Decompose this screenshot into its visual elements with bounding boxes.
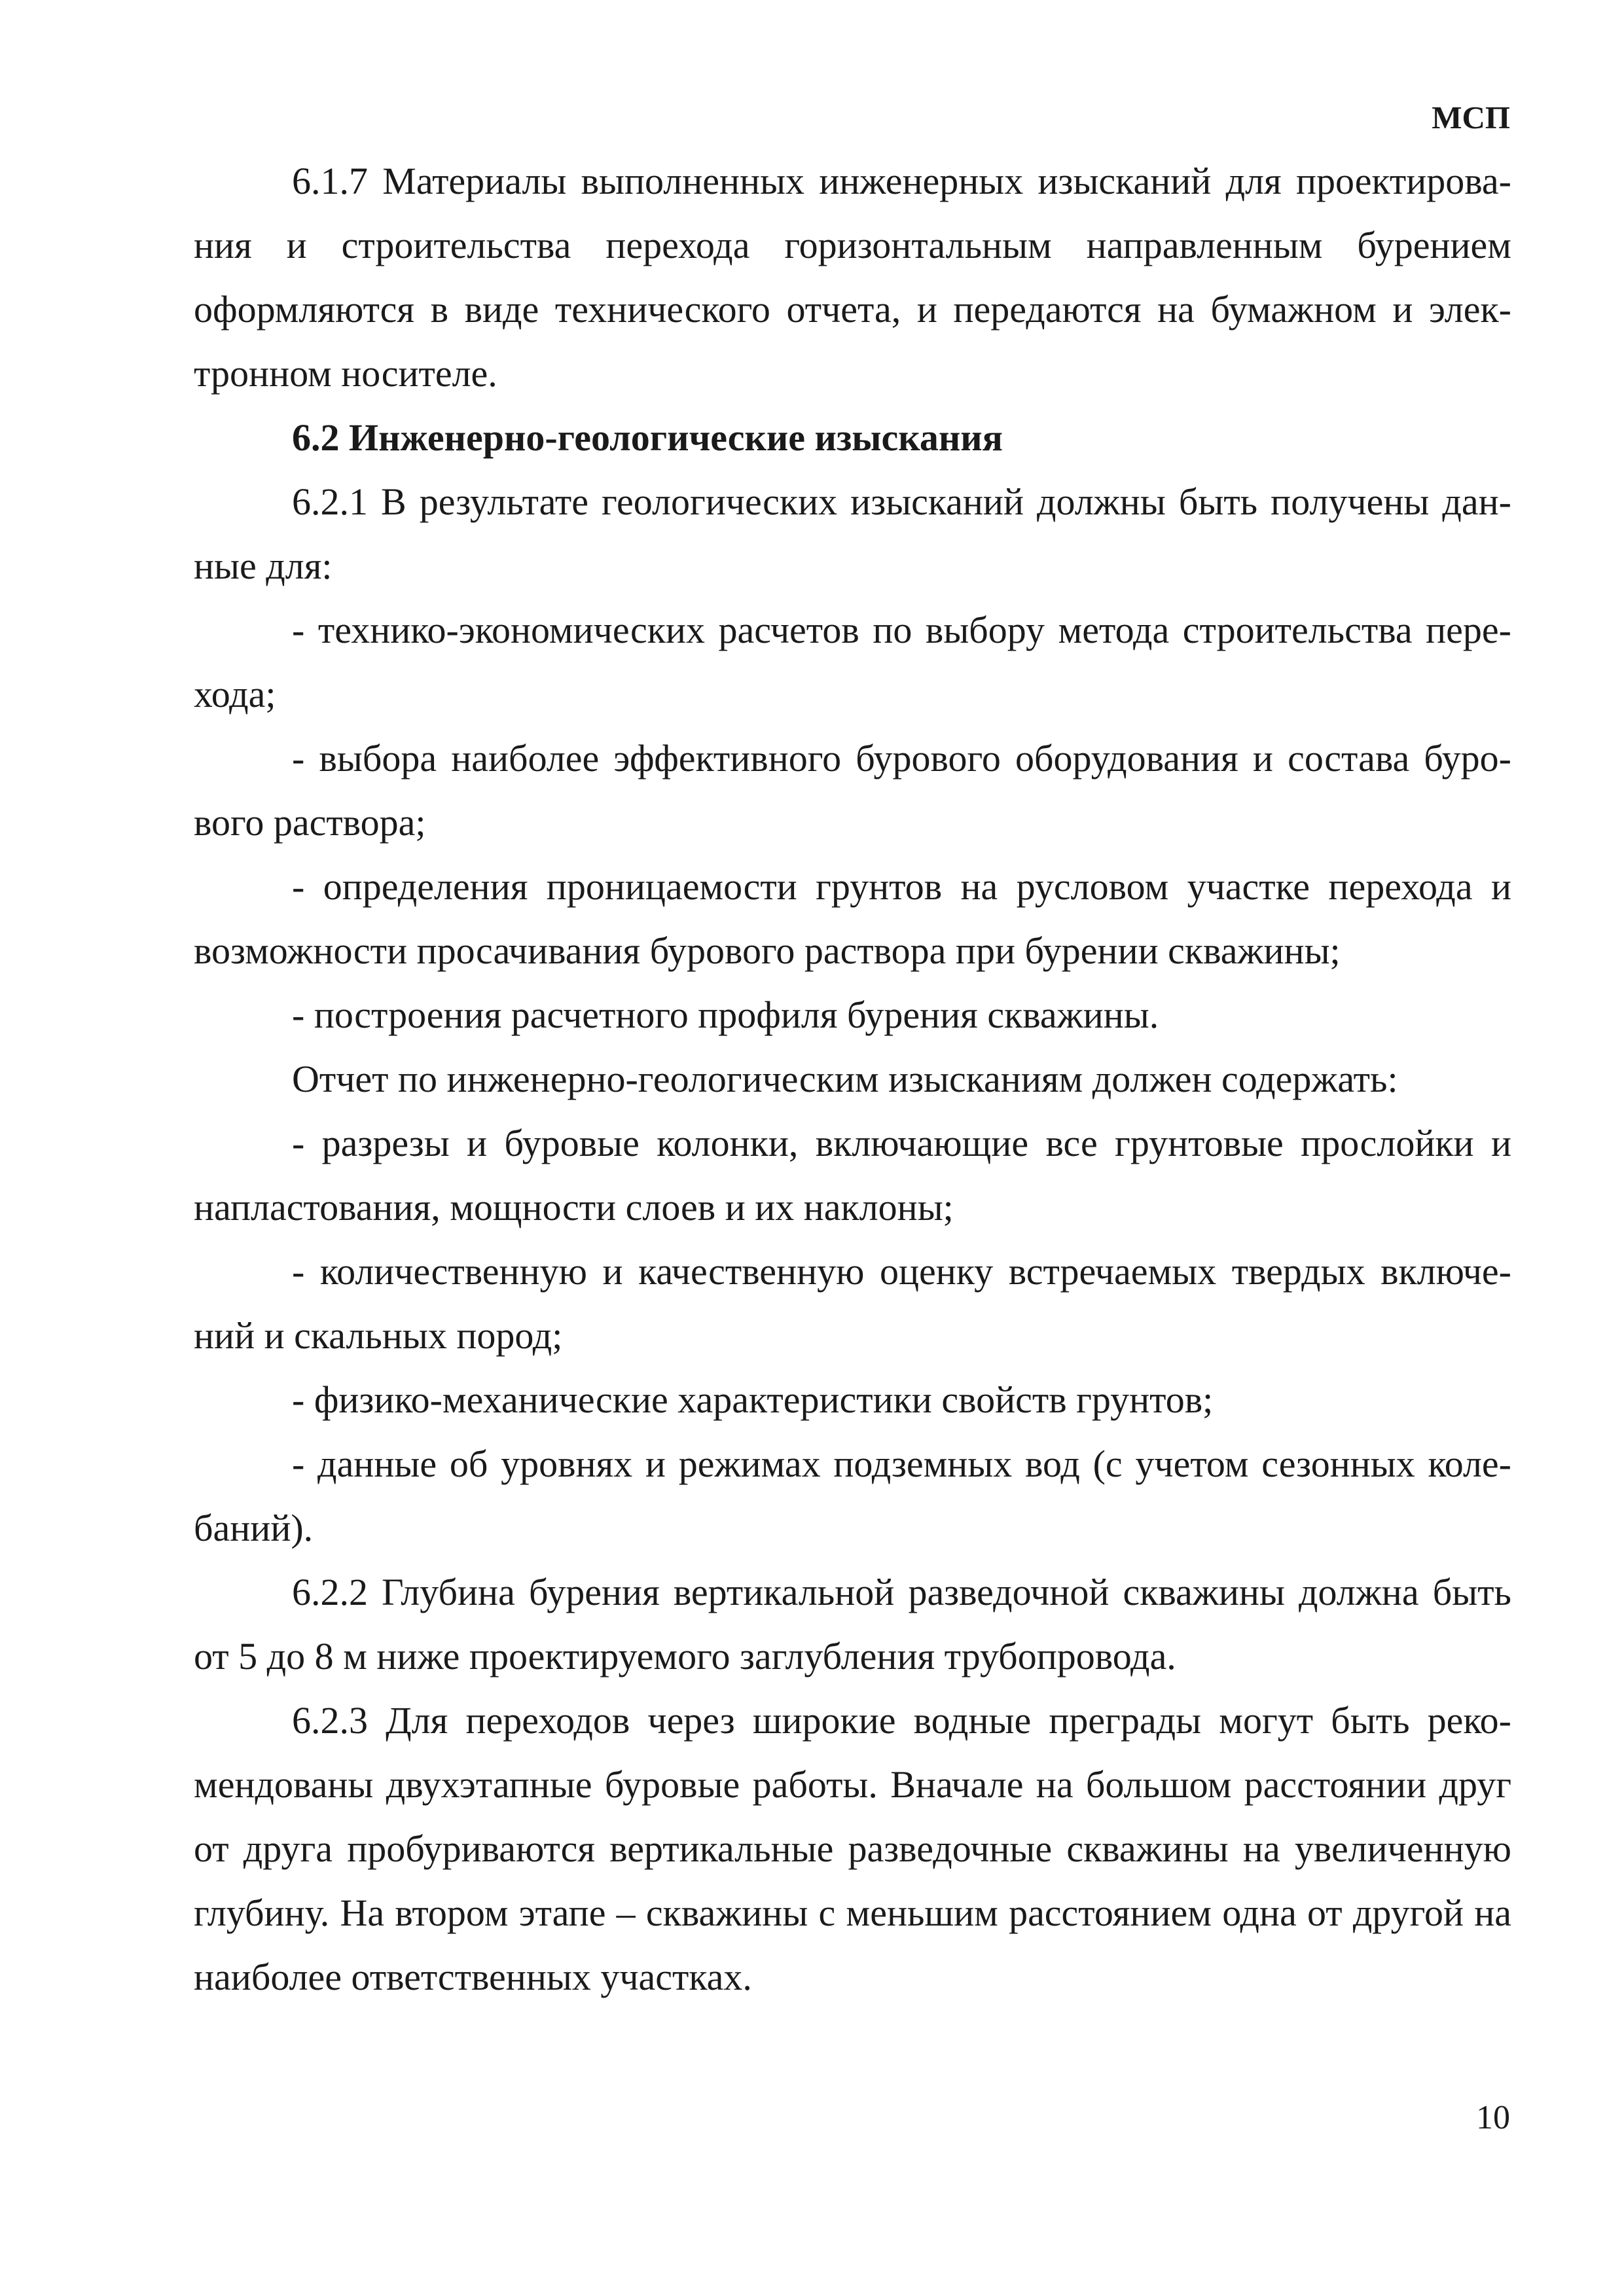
list-item-permeability: - определения проницаемости грунтов на русловом участке перехода и возможности просачивания бурового раствора при бурении скважины; xyxy=(194,865,1511,972)
page-number: 10 xyxy=(1476,2099,1510,2136)
list-item-profile: - построения расчетного профиля бурения скважины. xyxy=(292,994,1159,1036)
paragraph-6-2-1: 6.2.1 В результате геологических изысканий должны быть получены данные для: xyxy=(194,480,1511,587)
list-item-soil-properties: - физико-механические характеристики свойств грунтов; xyxy=(292,1378,1214,1421)
list-item-inclusions: - количественную и качественную оценку встречаемых твердых включений и скальных пород; xyxy=(194,1250,1511,1357)
document-code: МСП xyxy=(1432,99,1510,135)
section-heading-6-2: 6.2 Инженерно-геологические изыскания xyxy=(292,416,1003,459)
list-item-groundwater: - данные об уровнях и режимах подземных вод (с учетом сезонных колебаний). xyxy=(194,1443,1511,1549)
paragraph-6-2-2: 6.2.2 Глубина бурения вертикальной разведочной скважины должна быть от 5 до 8 м ниже проектируемого заглубления трубопровода. xyxy=(194,1571,1511,1677)
paragraph-6-2-3: 6.2.3 Для переходов через широкие водные преграды могут быть рекомендованы двухэтапные буровые работы. Вначале на большом расстоянии друг от друга пробуриваются вертикальные разведочные скважины на увеличенную глубину. На втором этапе – скважины с меньшим расстоянием одна от другой на наиболее ответственных участках. xyxy=(194,1699,1511,1998)
list-item-feasibility: - технико-экономических расчетов по выбору метода строительства перехода; xyxy=(194,609,1511,715)
paragraph-report-contents: Отчет по инженерно-геологическим изысканиям должен содержать: xyxy=(292,1058,1398,1100)
paragraph-6-1-7: 6.1.7 Материалы выполненных инженерных изысканий для проектирования и строительства перехода горизонтальным направленным бурением оформляются в виде технического отчета, и передаются на бумажном и электронном носителе. xyxy=(194,160,1511,395)
list-item-equipment: - выбора наиболее эффективного бурового оборудования и состава бурового раствора; xyxy=(194,737,1511,844)
list-item-sections: - разрезы и буровые колонки, включающие все грунтовые прослойки и напластования, мощности слоев и их наклоны; xyxy=(194,1122,1511,1229)
page-body xyxy=(194,149,1511,2009)
